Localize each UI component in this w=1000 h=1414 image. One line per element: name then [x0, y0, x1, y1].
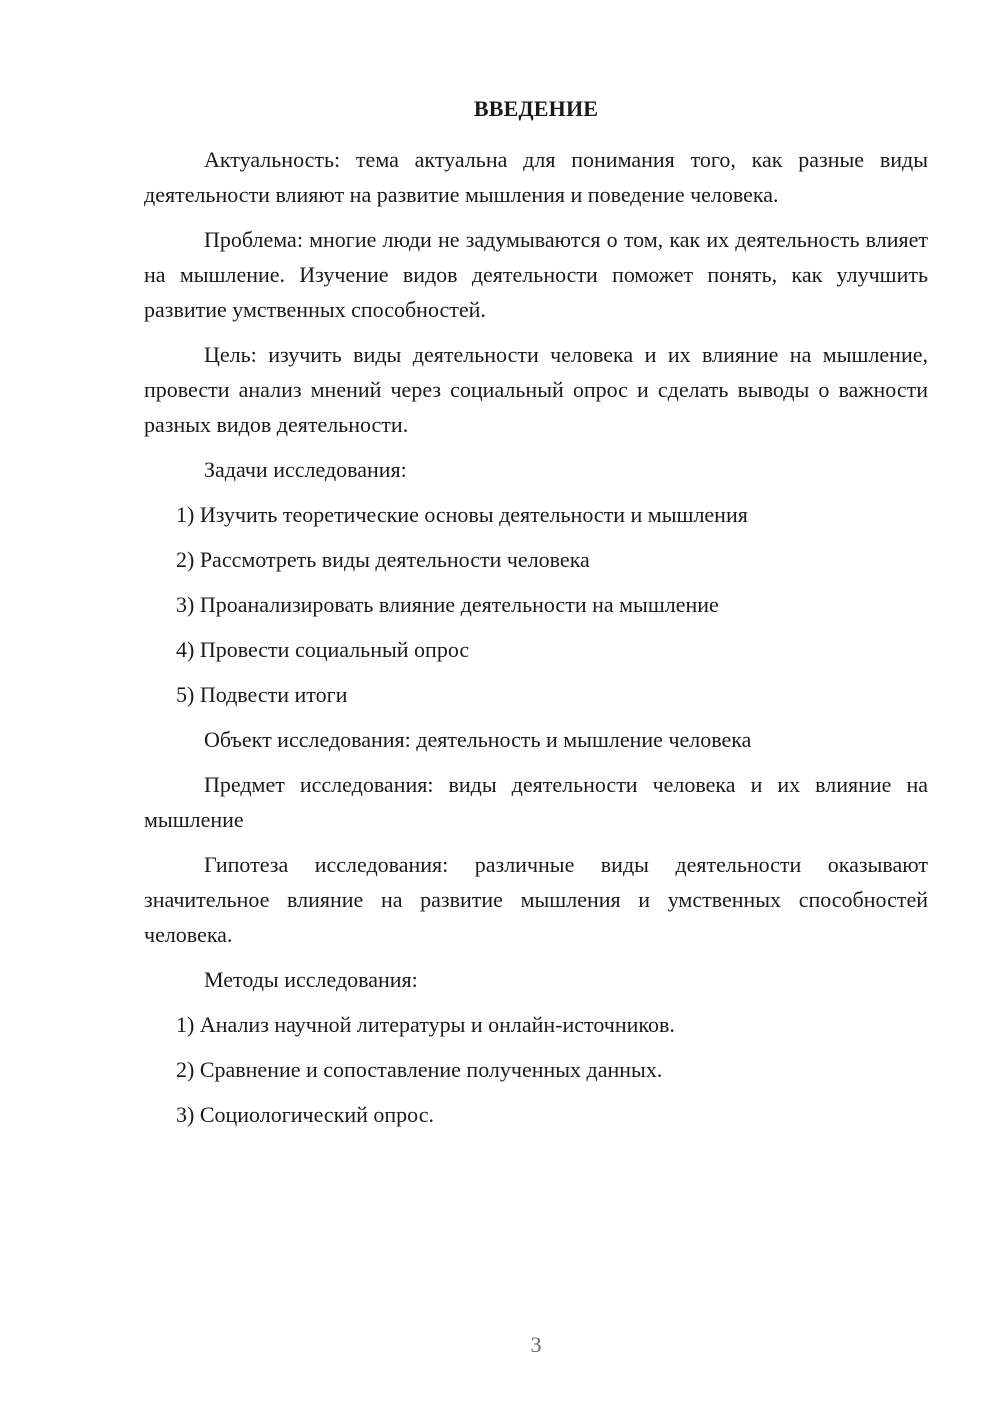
task-item-5: 5) Подвести итоги: [176, 682, 348, 707]
method-item-1: 1) Анализ научной литературы и онлайн-источников.: [176, 1012, 675, 1037]
goal-paragraph: Цель: изучить виды деятельности человека и их влияние на мышление, провести анализ мнений через социальный опрос и сделать выводы о важности разных видов деятельности.: [144, 342, 928, 437]
object-paragraph: Объект исследования: деятельность и мышление человека: [204, 727, 752, 752]
problem-paragraph: Проблема: многие люди не задумываются о том, как их деятельность влияет на мышление. Изучение видов деятельности поможет понять, как улучшить развитие умственных способностей.: [144, 227, 928, 322]
task-item-3: 3) Проанализировать влияние деятельности на мышление: [176, 592, 719, 617]
subject-paragraph: Предмет исследования: виды деятельности человека и их влияние на мышление: [144, 772, 928, 832]
relevance-paragraph: Актуальность: тема актуальна для понимания того, как разные виды деятельности влияют на развитие мышления и поведение человека.: [144, 147, 928, 207]
task-item-2: 2) Рассмотреть виды деятельности человека: [176, 547, 590, 572]
method-item-2: 2) Сравнение и сопоставление полученных данных.: [176, 1057, 663, 1082]
tasks-heading: Задачи исследования:: [204, 457, 407, 482]
method-item-3: 3) Социологический опрос.: [176, 1102, 434, 1127]
hypothesis-paragraph: Гипотеза исследования: различные виды деятельности оказывают значительное влияние на развитие мышления и умственных способностей человека.: [144, 852, 928, 947]
section-title: ВВЕДЕНИЕ: [473, 96, 599, 121]
task-item-1: 1) Изучить теоретические основы деятельности и мышления: [176, 502, 748, 527]
page-number: 3: [530, 1332, 542, 1357]
document-body: [144, 142, 928, 1142]
methods-heading: Методы исследования:: [204, 967, 418, 992]
task-item-4: 4) Провести социальный опрос: [176, 637, 470, 662]
